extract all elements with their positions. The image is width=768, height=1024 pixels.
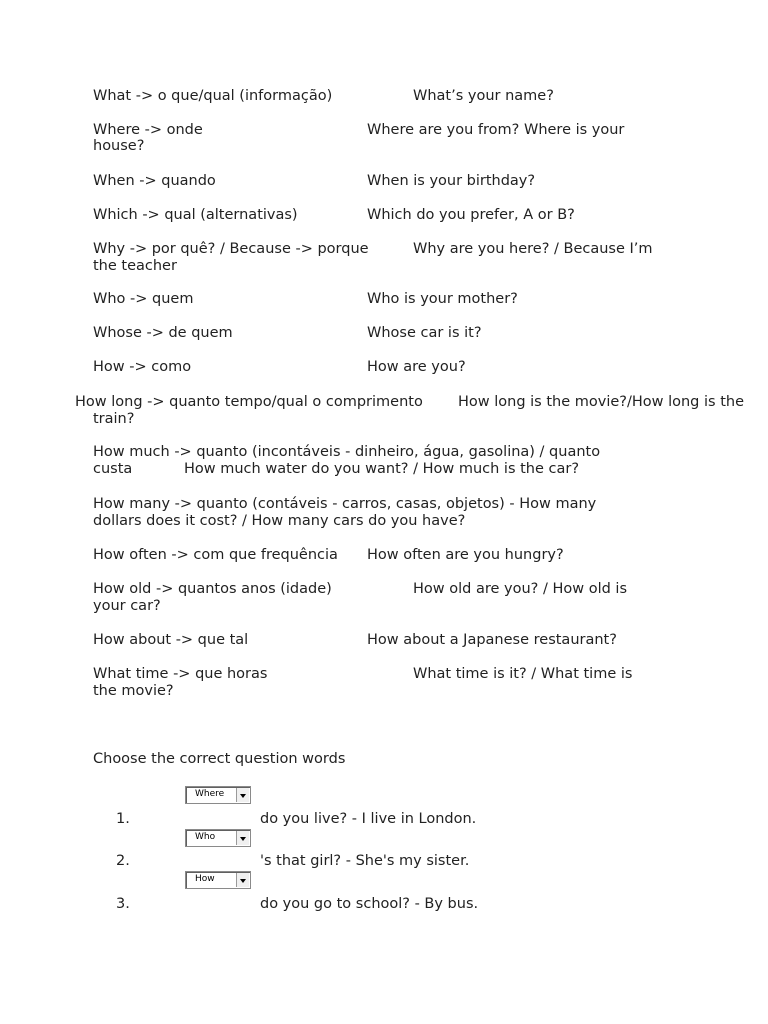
row-how-right: How are you? xyxy=(367,359,466,375)
chevron-down-icon[interactable] xyxy=(236,873,249,887)
dropdown-selected-value: Where xyxy=(195,789,225,799)
answer-dropdown-1[interactable] xyxy=(185,786,251,804)
row-howlong-right: How long is the movie?/How long is the xyxy=(458,394,744,410)
row-howmany-line1: How many -> quanto (contáveis - carros, casas, objetos) - How many xyxy=(93,496,597,512)
item-text-2: 's that girl? - She's my sister. xyxy=(260,853,470,869)
row-howold-right: How old are you? / How old is xyxy=(413,581,627,597)
dropdown-selected-value: How xyxy=(195,874,215,884)
row-which-left: Which -> qual (alternativas) xyxy=(93,207,298,223)
row-where-left: Where -> onde xyxy=(93,122,203,138)
item-text-3: do you go to school? - By bus. xyxy=(260,896,479,912)
row-what-left: What -> o que/qual (informação) xyxy=(93,88,333,104)
row-who-right: Who is your mother? xyxy=(367,291,518,307)
row-when-left: When -> quando xyxy=(93,173,216,189)
row-howoften-right: How often are you hungry? xyxy=(367,547,564,563)
answer-dropdown-2[interactable] xyxy=(185,829,251,847)
row-howoften-left: How often -> com que frequência xyxy=(93,547,338,563)
row-whattime-left: What time -> que horas xyxy=(93,666,268,682)
answer-dropdown-3[interactable] xyxy=(185,871,251,889)
item-number-2: 2. xyxy=(116,853,130,869)
row-howabout-left: How about -> que tal xyxy=(93,632,249,648)
row-why-right: Why are you here? / Because I’m xyxy=(413,241,653,257)
item-number-3: 3. xyxy=(116,896,130,912)
item-number-1: 1. xyxy=(116,811,130,827)
row-howmuch-line2b: How much water do you want? / How much is the car? xyxy=(184,461,580,477)
chevron-down-icon[interactable] xyxy=(236,831,249,845)
row-who-left: Who -> quem xyxy=(93,291,194,307)
row-howold-left: How old -> quantos anos (idade) xyxy=(93,581,332,597)
chevron-down-icon[interactable] xyxy=(236,788,249,802)
row-whose-left: Whose -> de quem xyxy=(93,325,233,341)
row-why-cont: the teacher xyxy=(93,258,177,274)
row-when-right: When is your birthday? xyxy=(367,173,536,189)
row-howmuch-line2a: custa xyxy=(93,461,133,477)
row-how-left: How -> como xyxy=(93,359,192,375)
row-howabout-right: How about a Japanese restaurant? xyxy=(367,632,617,648)
row-howlong-left: How long -> quanto tempo/qual o comprimento xyxy=(75,394,423,410)
item-text-1: do you live? - I live in London. xyxy=(260,811,477,827)
row-howmuch-line1: How much -> quanto (incontáveis - dinheiro, água, gasolina) / quanto xyxy=(93,444,601,460)
dropdown-selected-value: Who xyxy=(195,832,216,842)
row-howold-cont: your car? xyxy=(93,598,161,614)
row-what-right: What’s your name? xyxy=(413,88,554,104)
row-why-left: Why -> por quê? / Because -> porque xyxy=(93,241,369,257)
row-which-right: Which do you prefer, A or B? xyxy=(367,207,575,223)
row-howmany-line2: dollars does it cost? / How many cars do you have? xyxy=(93,513,466,529)
row-where-right: Where are you from? Where is your xyxy=(367,122,625,138)
row-whose-right: Whose car is it? xyxy=(367,325,482,341)
exercise-title: Choose the correct question words xyxy=(93,751,346,767)
row-where-cont: house? xyxy=(93,138,145,154)
row-whattime-right: What time is it? / What time is xyxy=(413,666,633,682)
row-whattime-cont: the movie? xyxy=(93,683,174,699)
row-howlong-cont: train? xyxy=(93,411,135,427)
